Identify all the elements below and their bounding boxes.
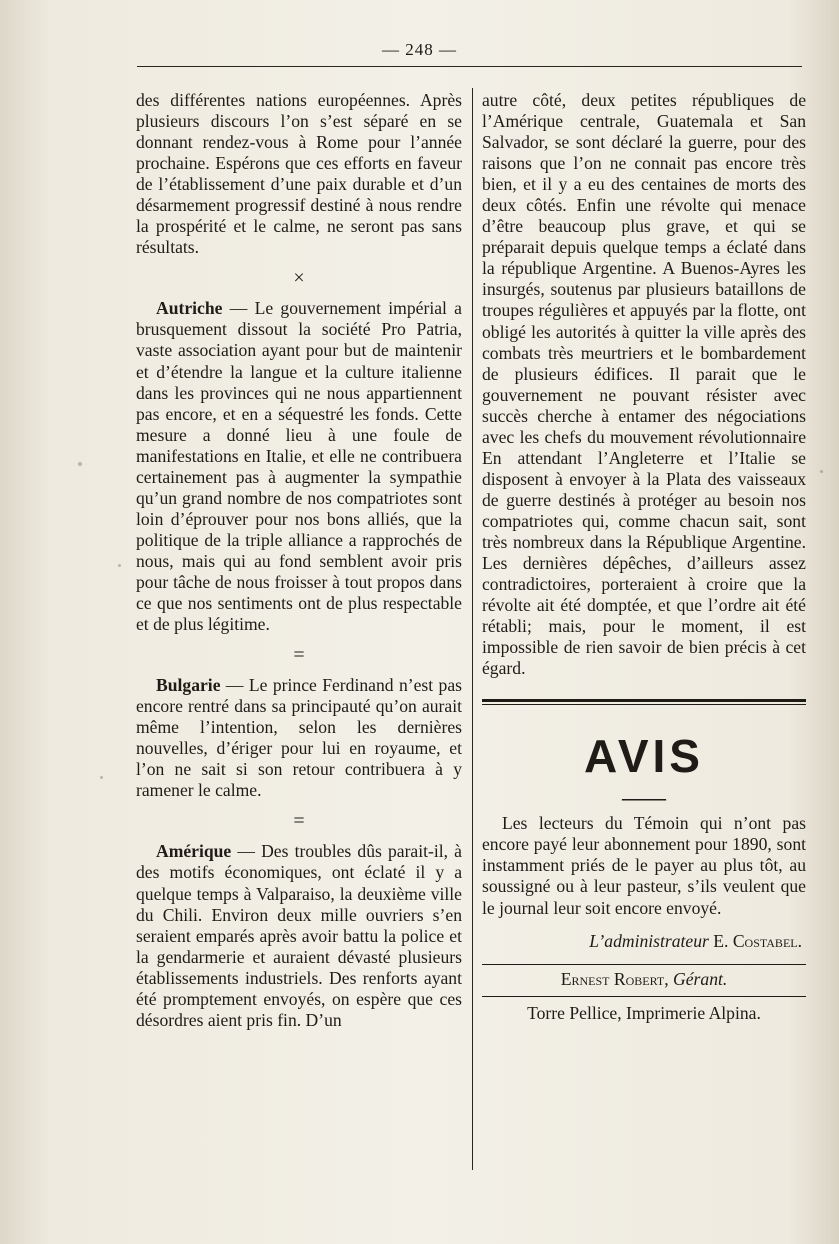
printer-line: Torre Pellice, Imprimerie Alpina. bbox=[527, 1002, 761, 1023]
austria-heading: Autriche bbox=[156, 298, 223, 319]
america-text: — Des troubles dûs parait-il, à des motifs économiques, ont éclaté il y a quelque temps à Valparaiso, la deuxième ville du Chili. Environ deux mille ouvriers s’en seraient emparés après avoir battu la police et la gendarmerie et auraient dévasté plusieurs établissements industriels. Des renforts ayant été promptement envoyés, on espère que ces désordres aient pris fin. D’un bbox=[136, 841, 462, 1030]
austria-text: — Le gouvernement impérial a brusquement dissout la société Pro Patria, vaste association ayant pour but de maintenir et d’étendre la langue et la culture italienne dans les provinces qui ne nous appartiennent pas encore, et en a séquestré les fonds. Cette mesure a donné lieu à une foule de manifestations en Italie, et elle ne contribuera certainement pas à augmenter la sympathie qu’un grand nombre de nos compatriotes sont loin d’éprouver pour nos bons alliés, que la politique de la triple alliance a rapprochés de nous, mais qui au fond semblent avoir pris pour tâche de nous froisser à tout propos dans ce que nos sentiments ont de plus respectable et de plus légitime. bbox=[136, 298, 462, 635]
bulgaria-paragraph bbox=[136, 675, 462, 801]
signature-role: L’administrateur bbox=[589, 930, 709, 951]
top-rule bbox=[137, 66, 802, 67]
america-paragraph bbox=[136, 841, 462, 1030]
paper-speck bbox=[78, 462, 82, 466]
paper-speck bbox=[118, 564, 121, 567]
column-divider bbox=[472, 88, 473, 1170]
avis-title: AVIS bbox=[584, 730, 704, 783]
intro-paragraph: des différentes nations européennes. Après plusieurs discours l’on s’est séparé en se donnant rendez-vous à Rome pour l’année prochaine. Espérons que ces efforts en faveur de l’établissement d’une paix durable et d’un désarmement progressif destiné à nous rendre la prospérité et le calme, ne seront pas sans résultats. bbox=[136, 90, 462, 258]
manager-line bbox=[482, 969, 806, 990]
left-column bbox=[136, 90, 462, 1031]
separator-equals-2: = bbox=[293, 810, 305, 833]
paper-speck bbox=[100, 776, 103, 779]
bulgaria-heading: Bulgarie bbox=[156, 675, 221, 696]
footer-rule bbox=[482, 964, 806, 965]
footer-rule-2 bbox=[482, 996, 806, 997]
page-number: — 248 — bbox=[382, 40, 457, 59]
avis-body: Les lecteurs du Témoin qui n’ont pas encore payé leur abonnement pour 1890, sont instamment priés de le payer au plus tôt, au soussigné ou à leur pasteur, s’ils veulent que le journal leur soit encore envoyé. bbox=[482, 813, 806, 918]
signature-name: E. Costabel. bbox=[713, 930, 802, 951]
manager-name: Ernest Robert, bbox=[560, 968, 669, 989]
paper-speck bbox=[820, 470, 823, 473]
separator-cross: × bbox=[293, 267, 305, 290]
austria-paragraph bbox=[136, 298, 462, 635]
avis-signature bbox=[482, 931, 806, 952]
manager-role: Gérant. bbox=[673, 968, 728, 989]
avis-dash: —— bbox=[622, 785, 666, 811]
avis-top-rule bbox=[482, 699, 806, 705]
america-continuation: autre côté, deux petites républiques de l’Amérique centrale, Guatemala et San Salvador, se sont déclaré la guerre, pour des raisons que l’on ne connait pas encore très bien, et il y a eu des centaines de morts des deux côtés. Enfin une révolte qui menace d’être beaucoup plus grave, et qui se préparait depuis quelque temps a éclaté dans la république Argentine. A Buenos-Ayres les insurgés, soutenus par plusieurs bataillons de troupes régulières et appuyés par la flotte, ont obligé les autorités à quitter la ville après des combats très meurtriers et le bombardement de plusieurs édifices. Il parait que le gouvernement ne pouvant résister avec succès cherche à entamer des négociations avec les chefs du mouvement révolutionnaire En attendant l’Angleterre et l’Italie se disposent à envoyer à la Plata des vaisseaux de guerre destinés à protéger au besoin nos compatriotes qui, comme chacun sait, sont très nombreux dans la République Argentine. Les dernières dépêches, d’ailleurs assez contradictoires, porteraient à croire que la révolte ait été domptée, et que l’ordre ait été rétabli; mais, pour le moment, il est impossible de rien savoir de bien précis à cet égard. bbox=[482, 90, 806, 679]
bulgaria-text: — Le prince Ferdinand n’est pas encore rentré dans sa principauté qu’on aurait même l’intention, selon les dernières nouvelles, d’ériger pour lui en royaume, et l’on ne sait si son retour contribuera à y ramener le calme. bbox=[136, 675, 462, 801]
america-heading: Amérique bbox=[156, 841, 232, 862]
right-column bbox=[482, 90, 806, 1024]
separator-equals-1: = bbox=[293, 644, 305, 667]
